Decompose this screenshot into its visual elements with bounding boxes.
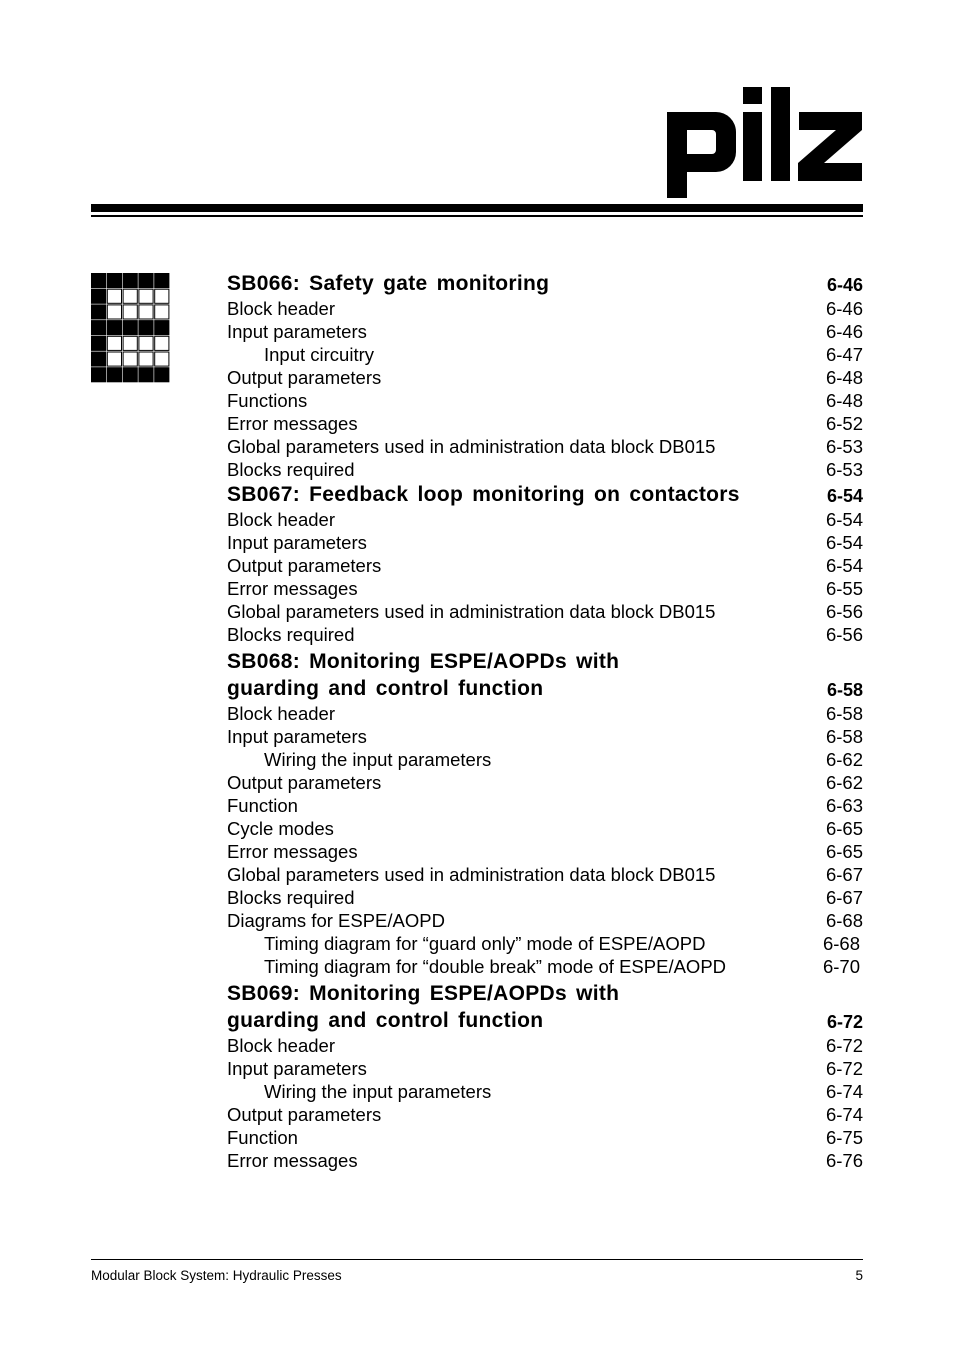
toc-entry-page: 6-65: [825, 818, 863, 839]
grid-cell: [139, 368, 153, 382]
toc-entry[interactable]: [227, 932, 863, 955]
grid-cell: [155, 336, 169, 350]
toc-entry[interactable]: [227, 297, 863, 320]
toc-entry-title: Output parameters: [227, 772, 382, 793]
toc-entry-page: 6-76: [825, 1150, 863, 1171]
toc-section-heading[interactable]: [227, 481, 863, 508]
toc-entry-page: 6-67: [825, 887, 863, 908]
toc-entry-page: 6-62: [825, 772, 863, 793]
toc-entry-title: Error messages: [227, 841, 358, 862]
toc-entry-title: Error messages: [227, 1150, 358, 1171]
toc-entry-page: 6-54: [825, 532, 863, 553]
toc-entry[interactable]: [227, 554, 863, 577]
toc-entry[interactable]: [227, 1103, 863, 1126]
toc-entry-page: 6-53: [825, 459, 863, 480]
toc-entry[interactable]: [227, 909, 863, 932]
toc-entry-page: 6-46: [825, 321, 863, 342]
grid-cell: [107, 305, 121, 319]
toc-entry-title: Block header: [227, 298, 335, 319]
toc-entry-title: Timing diagram for “double break” mode of ESPE/AOPD: [264, 956, 727, 977]
toc-entry[interactable]: [227, 817, 863, 840]
toc-heading-text: guarding and control function: [227, 1009, 544, 1032]
toc-section-heading[interactable]: [227, 270, 863, 297]
grid-cell: [155, 352, 169, 366]
grid-cell: [92, 336, 106, 350]
toc-entry-title: Output parameters: [227, 555, 382, 576]
toc-entry-page: 6-62: [825, 749, 863, 770]
toc-heading-text: SB069: Monitoring ESPE/AOPDs with: [227, 982, 620, 1005]
toc-entry[interactable]: [227, 1149, 863, 1172]
toc-entry[interactable]: [227, 623, 863, 646]
toc-entry-title: Function: [227, 795, 298, 816]
grid-cell: [92, 352, 106, 366]
grid-cell: [92, 305, 106, 319]
toc-entry-page: 6-67: [825, 864, 863, 885]
toc-entry[interactable]: [227, 508, 863, 531]
toc-entry-title: Input parameters: [227, 1058, 367, 1079]
chapter-grid-icon: [91, 273, 170, 383]
toc-entry-page: 6-56: [825, 601, 863, 622]
toc-entry-title: Blocks required: [227, 624, 355, 645]
toc-entry[interactable]: [227, 458, 863, 481]
toc-entry[interactable]: [227, 863, 863, 886]
toc-entry-page: 6-68: [822, 933, 860, 954]
footer-title: Modular Block System: Hydraulic Presses: [91, 1268, 342, 1283]
toc-entry[interactable]: [227, 1080, 863, 1103]
toc-section-heading[interactable]: [227, 980, 863, 1007]
toc-entry-title: Wiring the input parameters: [264, 749, 492, 770]
toc-entry-title: Global parameters used in administration data block DB015: [227, 864, 716, 885]
grid-cell: [139, 305, 153, 319]
toc-heading-page: 6-46: [826, 275, 863, 295]
toc-entry-page: 6-65: [825, 841, 863, 862]
toc-entry-title: Cycle modes: [227, 818, 334, 839]
grid-cell: [107, 289, 121, 303]
toc-entry[interactable]: [227, 600, 863, 623]
toc-entry-title: Input parameters: [227, 532, 367, 553]
toc-entry[interactable]: [227, 412, 863, 435]
toc-entry-page: 6-56: [825, 624, 863, 645]
toc-entry[interactable]: [227, 531, 863, 554]
toc-heading-text: SB066: Safety gate monitoring: [227, 272, 550, 295]
grid-cell: [123, 305, 137, 319]
toc-entry-page: 6-46: [825, 298, 863, 319]
footer-page-number: 5: [855, 1268, 863, 1283]
toc-entry-page: 6-54: [825, 509, 863, 530]
toc-heading-text: SB067: Feedback loop monitoring on contactors: [227, 483, 740, 506]
grid-cell: [155, 305, 169, 319]
grid-cell: [155, 289, 169, 303]
toc-entry[interactable]: [227, 725, 863, 748]
pilz-logo: [664, 84, 864, 199]
toc-entry-page: 6-70: [822, 956, 860, 977]
toc-entry-title: Blocks required: [227, 887, 355, 908]
header-rule-thin: [91, 215, 863, 217]
toc-entry[interactable]: [227, 435, 863, 458]
footer-rule: [91, 1259, 863, 1260]
grid-cell: [155, 321, 169, 335]
toc-entry-page: 6-55: [825, 578, 863, 599]
toc-entry[interactable]: [227, 702, 863, 725]
toc-entry[interactable]: [227, 955, 863, 978]
toc-entry-title: Wiring the input parameters: [264, 1081, 492, 1102]
toc-entry-page: 6-52: [825, 413, 863, 434]
toc-heading-page: 6-58: [826, 680, 863, 700]
grid-cell: [107, 368, 121, 382]
toc-entry-title: Error messages: [227, 413, 358, 434]
grid-cell: [92, 289, 106, 303]
toc-entry-page: 6-72: [825, 1035, 863, 1056]
toc-entry-page: 6-48: [825, 367, 863, 388]
grid-cell: [107, 321, 121, 335]
toc-entry[interactable]: [227, 840, 863, 863]
toc-entry-title: Timing diagram for “guard only” mode of ESPE/AOPD: [264, 933, 706, 954]
toc-entry-page: 6-53: [825, 436, 863, 457]
toc-entry[interactable]: [227, 1126, 863, 1149]
toc-entry-title: Output parameters: [227, 367, 382, 388]
toc-entry[interactable]: [227, 748, 863, 771]
toc-entry-page: 6-63: [825, 795, 863, 816]
toc-entry-title: Block header: [227, 1035, 335, 1056]
toc-entry-title: Global parameters used in administration data block DB015: [227, 601, 716, 622]
toc-entry-title: Output parameters: [227, 1104, 382, 1125]
toc-heading-page: 6-72: [826, 1012, 863, 1032]
toc-entry-title: Block header: [227, 509, 335, 530]
table-of-contents: [227, 270, 863, 1172]
grid-cell: [155, 368, 169, 382]
toc-entry-page: 6-72: [825, 1058, 863, 1079]
grid-cell: [123, 336, 137, 350]
toc-entry-page: 6-48: [825, 390, 863, 411]
grid-cell: [92, 321, 106, 335]
toc-section-heading[interactable]: [227, 675, 863, 702]
grid-cell: [139, 289, 153, 303]
toc-entry-page: 6-54: [825, 555, 863, 576]
toc-entry-page: 6-47: [825, 344, 863, 365]
toc-entry[interactable]: [227, 1057, 863, 1080]
toc-heading-text: SB068: Monitoring ESPE/AOPDs with: [227, 650, 620, 673]
grid-cell: [123, 274, 137, 288]
toc-entry[interactable]: [227, 389, 863, 412]
toc-entry-page: 6-74: [825, 1104, 863, 1125]
toc-entry-title: Error messages: [227, 578, 358, 599]
toc-entry[interactable]: [227, 771, 863, 794]
grid-cell: [107, 274, 121, 288]
toc-entry-title: Blocks required: [227, 459, 355, 480]
grid-cell: [123, 289, 137, 303]
toc-entry-title: Diagrams for ESPE/AOPD: [227, 910, 445, 931]
toc-entry-title: Block header: [227, 703, 335, 724]
toc-entry[interactable]: [227, 577, 863, 600]
grid-cell: [139, 352, 153, 366]
toc-heading-page: 6-54: [826, 486, 863, 506]
grid-cell: [139, 321, 153, 335]
toc-entry[interactable]: [227, 343, 863, 366]
toc-entry[interactable]: [227, 1034, 863, 1057]
grid-cell: [139, 336, 153, 350]
grid-cell: [92, 274, 106, 288]
toc-entry-page: 6-58: [825, 726, 863, 747]
toc-entry-title: Input parameters: [227, 726, 367, 747]
toc-entry[interactable]: [227, 366, 863, 389]
grid-cell: [123, 368, 137, 382]
toc-entry[interactable]: [227, 886, 863, 909]
grid-cell: [107, 352, 121, 366]
grid-cell: [92, 368, 106, 382]
toc-entry-title: Function: [227, 1127, 298, 1148]
toc-entry-page: 6-58: [825, 703, 863, 724]
header-rule-thick: [91, 204, 863, 212]
toc-entry-title: Global parameters used in administration data block DB015: [227, 436, 716, 457]
toc-entry-page: 6-75: [825, 1127, 863, 1148]
toc-entry-title: Input parameters: [227, 321, 367, 342]
toc-heading-text: guarding and control function: [227, 677, 544, 700]
toc-entry-page: 6-68: [825, 910, 863, 931]
grid-cell: [123, 352, 137, 366]
toc-entry-page: 6-74: [825, 1081, 863, 1102]
grid-cell: [107, 336, 121, 350]
grid-cell: [155, 274, 169, 288]
toc-entry-title: Functions: [227, 390, 308, 411]
toc-section-heading[interactable]: [227, 648, 863, 675]
toc-entry[interactable]: [227, 794, 863, 817]
toc-entry[interactable]: [227, 320, 863, 343]
toc-section-heading[interactable]: [227, 1007, 863, 1034]
grid-cell: [123, 321, 137, 335]
toc-entry-title: Input circuitry: [264, 344, 375, 365]
grid-cell: [139, 274, 153, 288]
